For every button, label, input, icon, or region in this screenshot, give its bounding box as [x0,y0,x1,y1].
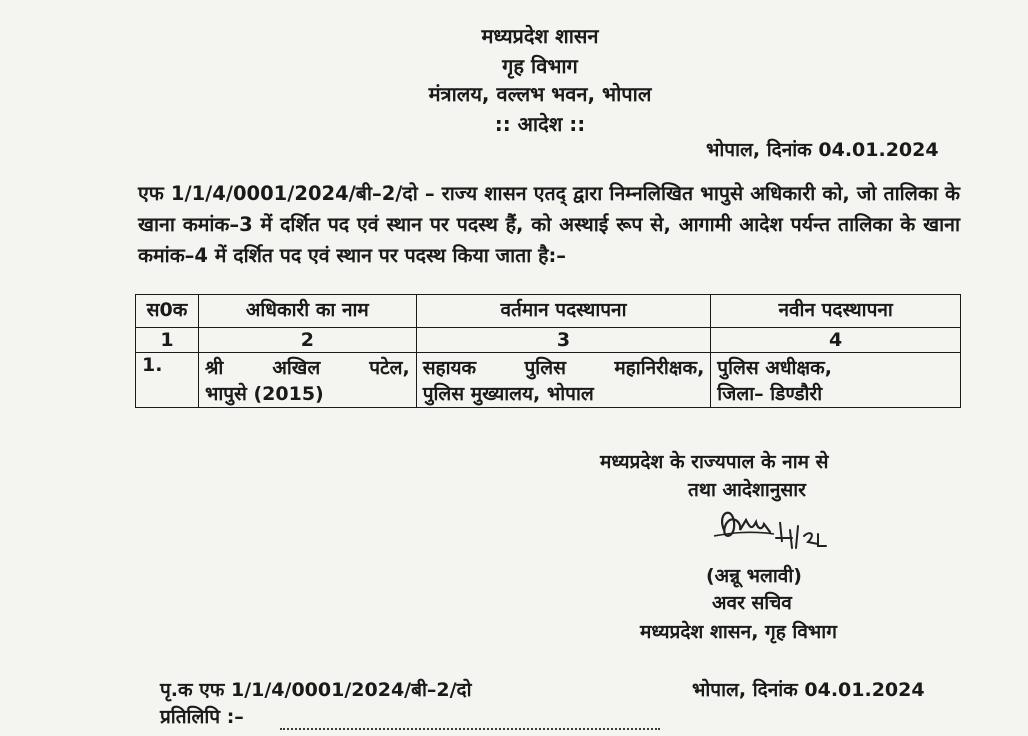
new-location: जिला– डिण्डौरी [717,383,823,405]
signatory-name: (अन्नू भलावी) [706,565,802,587]
header-new-posting: नवीन पदस्थापना [711,295,961,328]
header-current-posting: वर्तमान पदस्थापना [416,295,711,328]
column-number-1: 1 [136,328,199,353]
column-number-3: 3 [416,328,711,353]
header-government: मध्यप्रदेश शासन [481,24,599,48]
signatory-department: मध्यप्रदेश शासन, गृह विभाग [640,621,837,643]
order-paragraph-text: एफ 1/1/4/0001/2024/बी–2/दो – राज्य शासन एतद् द्वारा निम्नलिखित भापुसे अधिकारी को, जो तालिका के खाना कमांक–3 में दर्शित पद एवं स्थान पर पदस्थ हैं, को अस्थाई रूप से, आगामी आदेश पर्यन्त तालिका के खाना कमांक–4 में दर्शित पद एवं स्थान पर पदस्थ किया जाता है:– [138,182,960,267]
order-paragraph [138,178,960,271]
column-number-2: 2 [198,328,416,353]
new-post: पुलिस अधीक्षक, [717,357,832,379]
by-order-line: तथा आदेशानुसार [688,479,806,501]
signatory-designation: अवर सचिव [712,592,792,614]
current-post: सहायक पुलिस महानिरीक्षक, [422,357,705,379]
officer-name: श्री अखिल पटेल, [204,357,410,379]
posting-table [135,294,961,408]
table-row [136,353,961,408]
governor-authority-line: मध्यप्रदेश के राज्यपाल के नाम से [600,451,829,473]
officer-service: भापुसे (2015) [204,383,324,405]
cell-officer-name [198,353,416,408]
endorsement-reference: पृ.क एफ 1/1/4/0001/2024/बी–2/दो [160,679,472,701]
column-number-4: 4 [711,328,961,353]
order-date: भोपाल, दिनांक 04.01.2024 [706,139,939,161]
header-sno: स0क [136,295,199,328]
cell-new-posting [711,353,961,408]
handwritten-signature [706,500,856,570]
cut-off-text-line [280,728,660,736]
current-location: पुलिस मुख्यालय, भोपाल [422,383,594,405]
header-address: मंत्रालय, वल्लभ भवन, भोपाल [428,82,652,106]
header-order-title: :: आदेश :: [494,112,586,136]
table-column-number-row [136,328,961,353]
cell-current-posting [416,353,711,408]
header-officer-name: अधिकारी का नाम [198,295,416,328]
table-header-row [136,295,961,328]
cell-sno: 1. [136,353,199,408]
header-department: गृह विभाग [502,54,578,78]
copy-to-label: प्रतिलिपि :– [160,706,244,728]
endorsement-date: भोपाल, दिनांक 04.01.2024 [692,679,925,701]
